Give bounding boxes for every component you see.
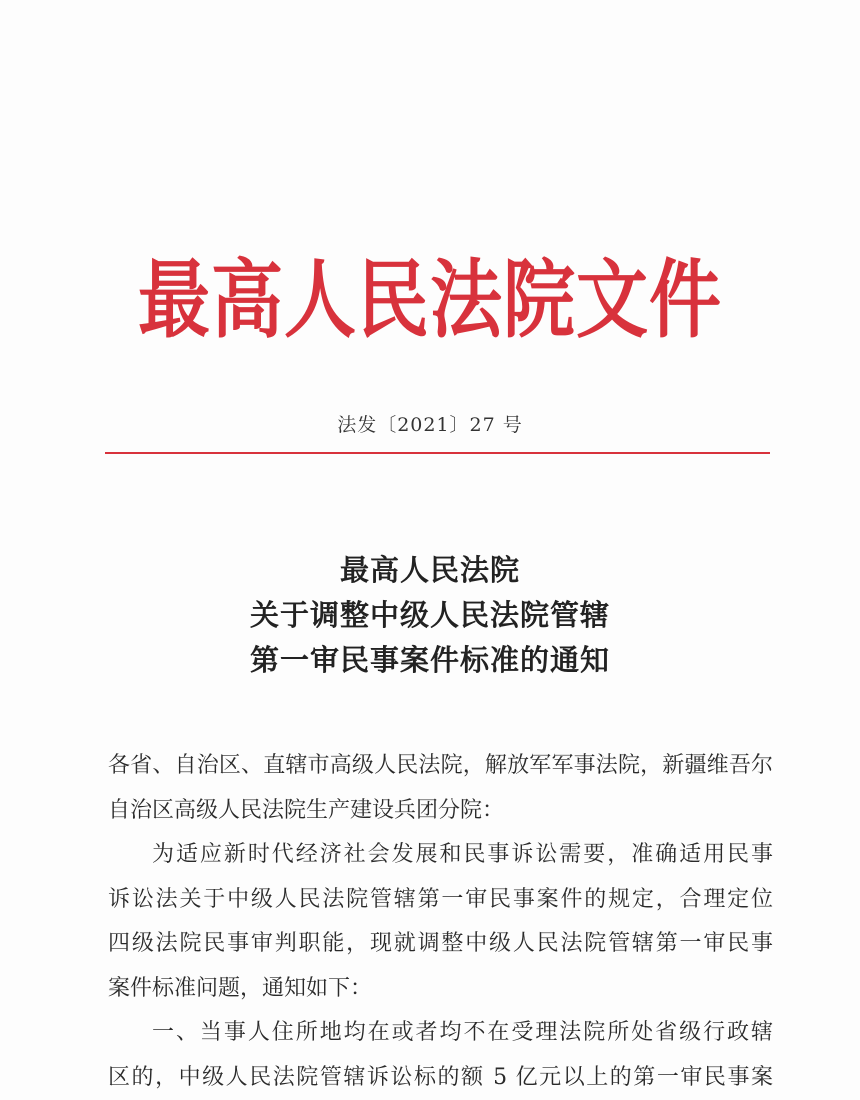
notice-body	[108, 744, 773, 1100]
notice-title	[100, 548, 760, 683]
item-1-line-2: 区的，中级人民法院管辖诉讼标的额 5 亿元以上的第一审民事案	[108, 1064, 773, 1090]
red-divider-line	[105, 452, 770, 454]
addressee-line-1: 各省、自治区、直辖市高级人民法院，解放军军事法院，新疆维吾尔	[108, 753, 773, 778]
title-line-1: 最高人民法院	[339, 553, 520, 587]
item-1-line-1: 一、当事人住所地均在或者均不在受理法院所处省级行政辖	[152, 1020, 773, 1045]
title-line-3: 第一审民事案件标准的通知	[249, 643, 610, 677]
addressee-line-2: 自治区高级人民法院生产建设兵团分院：	[108, 797, 505, 823]
paragraph-1-line-4: 案件标准问题，通知如下：	[108, 975, 373, 1001]
paragraph-1-line-3: 四级法院民事审判职能，现就调整中级人民法院管辖第一审民事	[108, 931, 773, 956]
paragraph-1-line-2: 诉讼法关于中级人民法院管辖第一审民事案件的规定，合理定位	[108, 886, 773, 912]
paragraph-1-line-1: 为适应新时代经济社会发展和民事诉讼需要，准确适用民事	[152, 842, 773, 867]
document-masthead: 最高人民法院文件	[137, 250, 722, 350]
document-number: 法发〔2021〕27 号	[337, 414, 523, 436]
title-line-2: 关于调整中级人民法院管辖	[249, 598, 610, 632]
